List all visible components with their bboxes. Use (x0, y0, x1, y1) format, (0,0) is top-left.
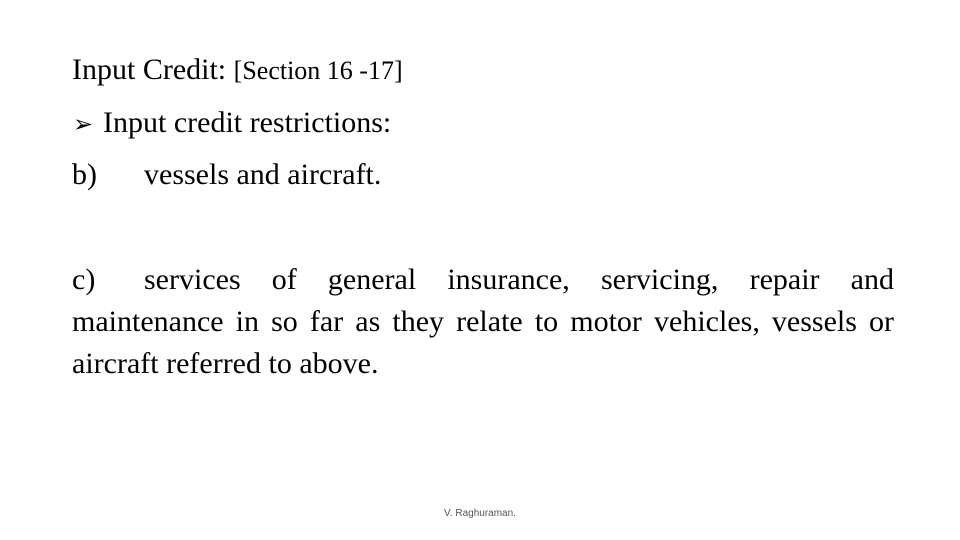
item-c-letter: c) (72, 263, 96, 296)
title-main: Input Credit: (72, 53, 234, 86)
item-b-text: vessels and aircraft. (144, 158, 382, 191)
list-item-c (72, 259, 894, 385)
bullet-heading (73, 103, 391, 144)
list-item-b (72, 155, 381, 195)
arrow-bullet-icon: ➢ (73, 110, 94, 138)
item-b-letter: b) (72, 158, 97, 191)
title-section-reference: [Section 16 -17] (233, 56, 403, 85)
bullet-heading-text: Input credit restrictions: (103, 106, 392, 139)
slide-title (72, 50, 403, 95)
item-c-text: services of general insurance, servicing, repair and maintenance in so far as they relate to motor vehicles, vessels or aircraft referred to above. (72, 263, 894, 380)
footer-author: V. Raghuraman. (444, 508, 516, 519)
